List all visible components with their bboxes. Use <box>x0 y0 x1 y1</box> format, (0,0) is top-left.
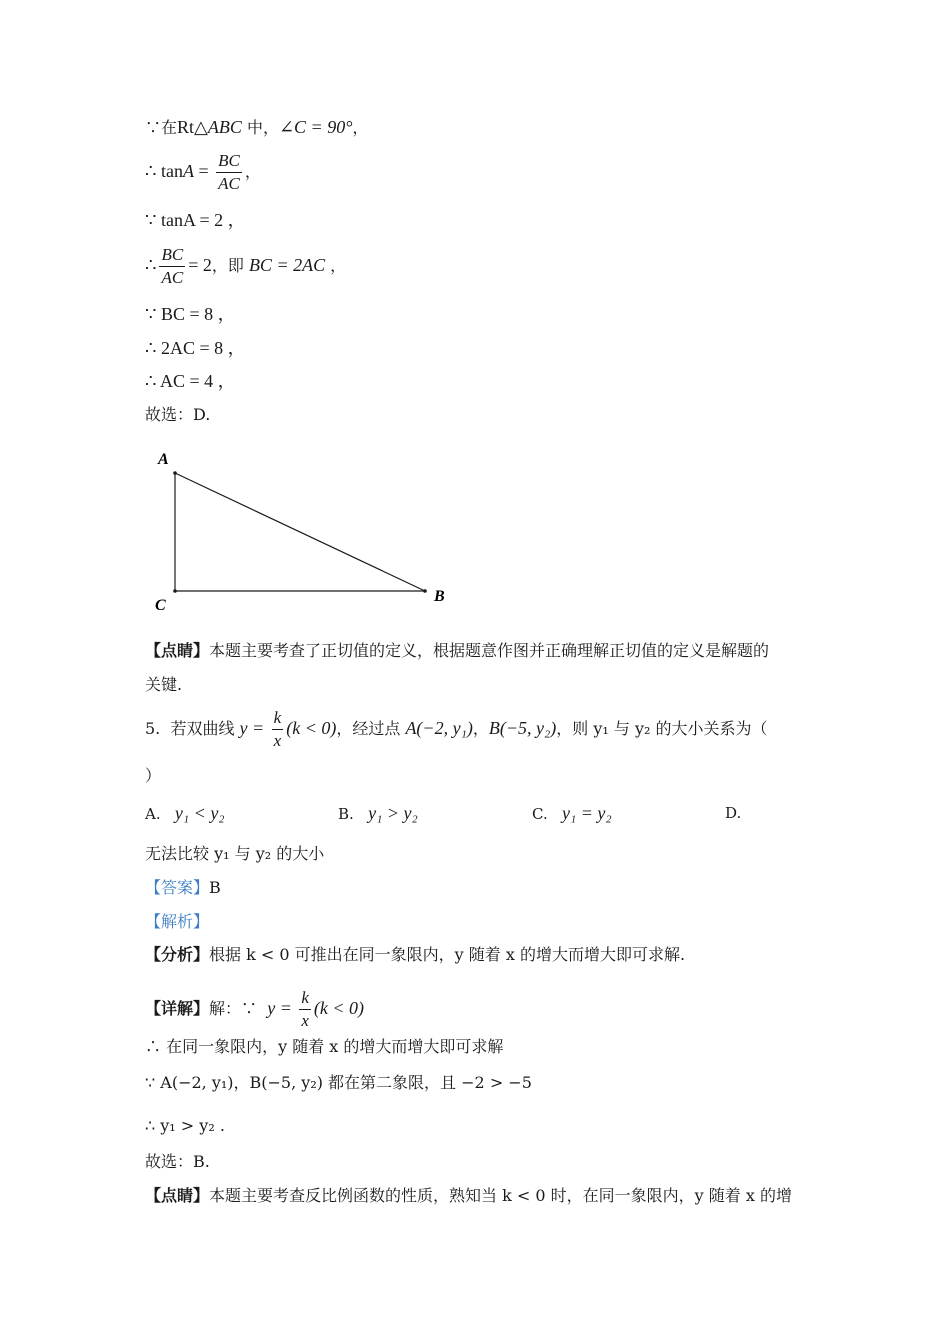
step-1 <box>145 116 368 139</box>
step-1-abc: ABC <box>207 117 242 137</box>
step-2-end: ， <box>244 162 261 181</box>
option-c-label: C. <box>532 805 548 823</box>
vertex-b <box>423 589 427 593</box>
detail-numerator: k <box>299 987 311 1010</box>
label-b: B <box>434 588 445 605</box>
side-ab <box>175 473 425 591</box>
comment-2-line <box>145 1185 792 1207</box>
question-eq-cond: (k < 0) <box>286 718 337 738</box>
option-c-value: y₁ = y₂ <box>562 803 612 823</box>
step-1-angle: ∠C = 90° <box>278 117 353 137</box>
step-8: 故选：D. <box>145 405 211 424</box>
step-4-mid: ，即 <box>211 256 249 275</box>
option-d-text: 无法比较 y₁ 与 y₂ 的大小 <box>145 844 325 863</box>
step-4 <box>145 244 346 289</box>
question-point-a: A(−2, y₁) <box>405 718 473 738</box>
fenxi-tag: 【分析】 <box>145 945 210 964</box>
comment-1-tag: 【点睛】 <box>145 641 210 660</box>
step-4-prefix: ∴ <box>145 255 157 275</box>
comment-1-line-2: 关键. <box>145 675 183 694</box>
comment-1-text: 本题主要考查了正切值的定义，根据题意作图并正确理解正切值的定义是解题的 <box>209 641 770 660</box>
comment-2-tag: 【点睛】 <box>145 1186 210 1205</box>
question-sep: ， <box>472 719 489 738</box>
option-b[interactable] <box>338 802 418 825</box>
detail-line-1 <box>145 987 364 1032</box>
option-d-label: D. <box>725 804 742 822</box>
label-c: C <box>155 597 166 614</box>
question-numerator: k <box>272 707 284 730</box>
step-4-numerator: BC <box>159 244 185 267</box>
analysis-tag: 【解析】 <box>145 912 210 931</box>
step-4-expr: BC = 2AC <box>248 255 326 275</box>
step-1-prefix: ∵在 <box>145 118 178 137</box>
answer-tag: 【答案】 <box>145 878 210 897</box>
question-text-c: ，则 y₁ 与 y₂ 的大小关系为（ <box>556 719 768 738</box>
option-d[interactable] <box>725 802 741 824</box>
fenxi-line <box>145 944 685 966</box>
step-2-numerator: BC <box>216 150 242 173</box>
step-3: ∵ tanA = 2 ， <box>145 210 246 230</box>
answer-line <box>145 877 221 899</box>
option-a-value: y₁ < y₂ <box>174 803 225 823</box>
step-2-fraction <box>216 150 242 195</box>
question-5 <box>145 707 768 752</box>
option-a-label: A. <box>145 805 161 823</box>
step-2-prefix: ∴ tan <box>145 161 183 181</box>
step-1-mid: 中， <box>241 118 279 137</box>
detail-tag: 【详解】 <box>145 999 210 1018</box>
step-4-end: ， <box>325 256 347 275</box>
option-c[interactable] <box>532 802 612 825</box>
detail-denominator: x <box>301 1011 309 1030</box>
triangle-figure <box>150 446 460 616</box>
option-b-value: y₁ > y₂ <box>368 803 418 823</box>
detail-eq-lhs: y = <box>267 998 297 1018</box>
answer-value: B <box>209 878 221 897</box>
step-2-eq: = <box>193 161 214 181</box>
step-2-denominator: AC <box>218 174 240 193</box>
step-4-denominator: AC <box>161 268 184 287</box>
detail-text: 解：∵ <box>209 999 263 1018</box>
step-2 <box>145 150 261 195</box>
vertex-a <box>173 471 177 475</box>
detail-line-3: ∵ A(−2, y₁)，B(−5, y₂) 都在第二象限，且 −2 > −5 <box>145 1073 532 1092</box>
question-fraction <box>272 707 284 752</box>
option-a[interactable] <box>145 802 225 825</box>
detail-fraction <box>299 987 311 1032</box>
step-2-a: A <box>182 161 194 181</box>
detail-line-5: 故选：B. <box>145 1152 210 1171</box>
comment-2-text: 本题主要考查反比例函数的性质，熟知当 k < 0 时，在同一象限内，y 随着 x 的增 <box>209 1186 792 1205</box>
option-b-label: B. <box>338 805 354 823</box>
question-close: ） <box>145 766 162 785</box>
question-point-b: B(−5, y₂) <box>488 718 557 738</box>
detail-line-2: ∴ 在同一象限内，y 随着 x 的增大而增大即可求解 <box>145 1037 504 1056</box>
question-text-b: ，经过点 <box>336 719 406 738</box>
question-text-a: 若双曲线 <box>170 719 240 738</box>
fenxi-text: 根据 k < 0 可推出在同一象限内，y 随着 x 的增大而增大即可求解. <box>209 945 686 964</box>
comment-1-line-1 <box>145 640 769 662</box>
question-eq-lhs: y = <box>239 718 269 738</box>
question-denominator: x <box>273 731 282 750</box>
detail-eq-cond: (k < 0) <box>313 998 365 1018</box>
label-a: A <box>158 451 169 468</box>
step-7: ∴ AC = 4 ， <box>145 371 236 391</box>
step-4-fraction <box>159 244 185 289</box>
step-5: ∵ BC = 8 ， <box>145 304 236 324</box>
step-4-eq: = 2 <box>188 255 212 275</box>
step-6: ∴ 2AC = 8 ， <box>145 338 246 358</box>
question-number: 5. <box>145 719 161 738</box>
detail-line-4: ∴ y₁ > y₂ . <box>145 1116 225 1135</box>
step-1-end: ， <box>352 118 369 137</box>
step-1-rt: Rt△ <box>177 117 208 137</box>
vertex-c <box>173 589 177 593</box>
